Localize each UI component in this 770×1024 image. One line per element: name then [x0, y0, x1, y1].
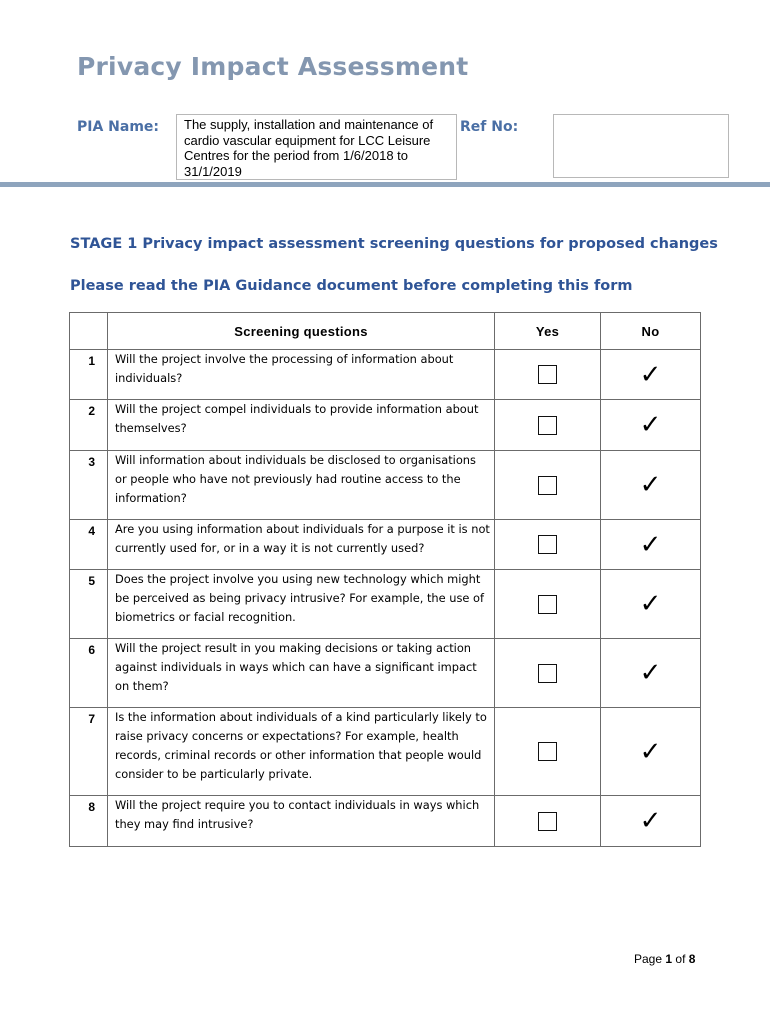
ref-no-field[interactable] — [553, 114, 729, 178]
header-num — [70, 313, 108, 350]
checkmark-icon[interactable]: ✓ — [639, 410, 662, 440]
no-cell[interactable] — [601, 451, 701, 520]
header-divider — [0, 182, 770, 187]
row-number: 1 — [70, 350, 108, 400]
yes-cell[interactable] — [495, 570, 601, 639]
empty-checkbox-icon[interactable] — [538, 416, 557, 435]
no-cell[interactable] — [601, 708, 701, 796]
checkmark-icon[interactable]: ✓ — [639, 658, 662, 688]
row-question: Does the project involve you using new technology which might be perceived as being privacy intrusive? For example, the use of biometrics or facial recognition. — [108, 570, 495, 639]
page-current: 1 — [665, 952, 673, 966]
checkmark-icon[interactable]: ✓ — [639, 806, 662, 836]
empty-checkbox-icon[interactable] — [538, 365, 557, 384]
row-number: 7 — [70, 708, 108, 796]
checkmark-icon[interactable]: ✓ — [639, 529, 662, 560]
yes-cell[interactable] — [495, 639, 601, 708]
yes-cell[interactable] — [495, 520, 601, 570]
checkmark-icon[interactable]: ✓ — [639, 470, 662, 500]
row-number: 5 — [70, 570, 108, 639]
row-question: Will the project result in you making decisions or taking action against individuals in ways which can have a significant impact on them? — [108, 639, 495, 708]
row-number: 8 — [70, 796, 108, 847]
row-question: Will information about individuals be disclosed to organisations or people who have not previously had routine access to the information? — [108, 451, 495, 520]
empty-checkbox-icon[interactable] — [538, 595, 557, 614]
table-row — [70, 639, 701, 708]
table-row — [70, 708, 701, 796]
no-cell[interactable] — [601, 400, 701, 451]
header-question: Screening questions — [108, 313, 495, 350]
no-cell[interactable] — [601, 796, 701, 847]
table-row — [70, 570, 701, 639]
yes-cell[interactable] — [495, 400, 601, 451]
checkmark-icon[interactable]: ✓ — [639, 589, 662, 619]
document-title: Privacy Impact Assessment — [77, 52, 469, 81]
pia-name-field[interactable]: The supply, installation and maintenance of cardio vascular equipment for LCC Leisure Centres for the period from 1/6/2018 to 31/1/2019 — [176, 114, 457, 180]
no-cell[interactable] — [601, 520, 701, 570]
instruction-heading: Please read the PIA Guidance document before completing this form — [70, 278, 633, 294]
row-question: Will the project compel individuals to provide information about themselves? — [108, 400, 495, 451]
no-cell[interactable] — [601, 350, 701, 400]
header-yes: Yes — [495, 313, 601, 350]
row-question: Is the information about individuals of a kind particularly likely to raise privacy concerns or expectations? For example, health records, criminal records or other information that people would consider to be particularly private. — [108, 708, 495, 796]
ref-no-label: Ref No: — [460, 119, 519, 135]
no-cell[interactable] — [601, 570, 701, 639]
table-row — [70, 520, 701, 570]
checkmark-icon[interactable]: ✓ — [639, 736, 662, 767]
table-row — [70, 796, 701, 847]
checkmark-icon[interactable]: ✓ — [639, 359, 662, 390]
empty-checkbox-icon[interactable] — [538, 535, 557, 554]
row-number: 3 — [70, 451, 108, 520]
yes-cell[interactable] — [495, 350, 601, 400]
empty-checkbox-icon[interactable] — [538, 664, 557, 683]
yes-cell[interactable] — [495, 796, 601, 847]
table-header-row — [70, 313, 701, 350]
row-question: Are you using information about individuals for a purpose it is not currently used for, or in a way it is not currently used? — [108, 520, 495, 570]
no-cell[interactable] — [601, 639, 701, 708]
header-no: No — [601, 313, 701, 350]
page-total: 8 — [688, 952, 696, 966]
page-footer — [634, 952, 695, 966]
of-word: of — [675, 952, 686, 966]
empty-checkbox-icon[interactable] — [538, 812, 557, 831]
row-number: 4 — [70, 520, 108, 570]
table-row — [70, 350, 701, 400]
row-number: 2 — [70, 400, 108, 451]
stage-heading: STAGE 1 Privacy impact assessment screening questions for proposed changes — [70, 236, 718, 252]
yes-cell[interactable] — [495, 708, 601, 796]
row-question: Will the project require you to contact individuals in ways which they may find intrusive? — [108, 796, 495, 847]
yes-cell[interactable] — [495, 451, 601, 520]
screening-table — [69, 312, 701, 847]
page-word: Page — [634, 952, 663, 966]
row-number: 6 — [70, 639, 108, 708]
table-row — [70, 451, 701, 520]
empty-checkbox-icon[interactable] — [538, 476, 557, 495]
pia-name-label: PIA Name: — [77, 119, 160, 135]
empty-checkbox-icon[interactable] — [538, 742, 557, 761]
row-question: Will the project involve the processing of information about individuals? — [108, 350, 495, 400]
table-row — [70, 400, 701, 451]
